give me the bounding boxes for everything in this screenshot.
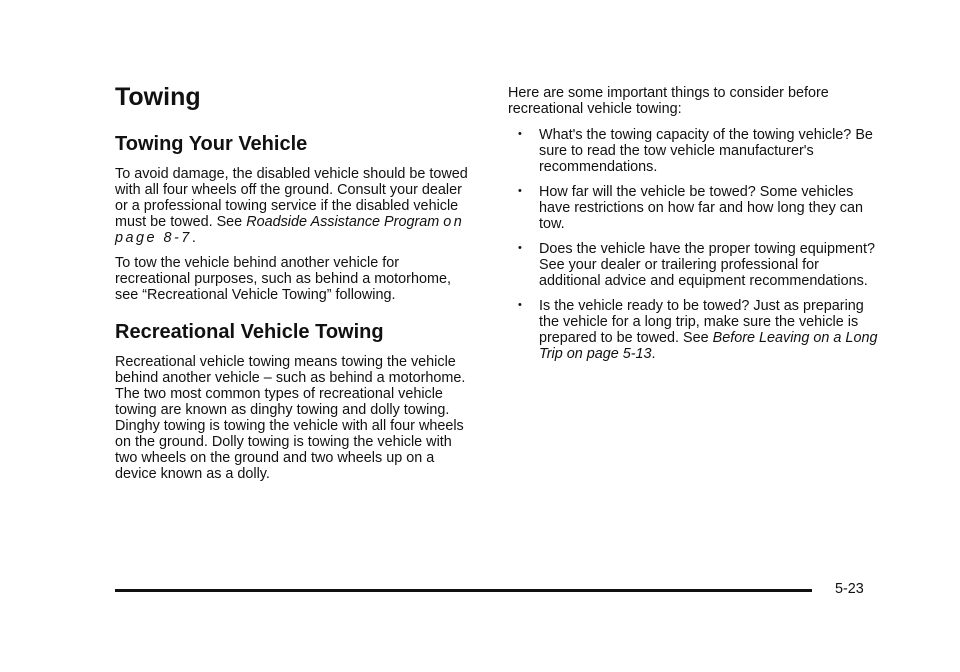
paragraph-text: To avoid damage, the disabled vehicle should be towed with all four wheels off the ground. Consult your dealer or a professional towing service if the disabled vehicle must be towed. See <box>115 166 468 230</box>
paragraph-towing-avoid-damage <box>115 166 477 246</box>
considerations-list <box>508 127 880 362</box>
left-column <box>115 82 477 491</box>
section-heading-recreational-vehicle-towing: Recreational Vehicle Towing <box>115 321 384 343</box>
bullet-icon: • <box>518 299 522 311</box>
list-item <box>508 127 880 175</box>
paragraph-recreational-definition: Recreational vehicle towing means towing the vehicle behind another vehicle – such as behind a motorhome. The two most common types of recreational vehicle towing are known as dinghy towing and dolly towing. Dinghy towing is towing the vehicle with all four wheels on the ground. Dolly towing is towing the vehicle with two wheels on the ground and two wheels up on a device known as a dolly. <box>115 354 466 482</box>
list-item <box>508 298 880 362</box>
paragraph-end: . <box>191 230 196 246</box>
list-item-text: How far will the vehicle be towed? Some vehicles have restrictions on how far and how long they can tow. <box>539 184 863 232</box>
list-item-text: Does the vehicle have the proper towing equipment? See your dealer or trailering professional for additional advice and equipment recommendations. <box>539 241 875 289</box>
bullet-icon: • <box>518 242 522 254</box>
list-item-text: What's the towing capacity of the towing vehicle? Be sure to read the tow vehicle manufacturer's recommendations. <box>539 127 873 175</box>
page-number: 5-23 <box>835 581 864 597</box>
page-title: Towing <box>115 83 201 111</box>
bullet-icon: • <box>518 185 522 197</box>
paragraph-considerations-intro: Here are some important things to consider before recreational vehicle towing: <box>508 85 829 117</box>
bullet-icon: • <box>518 128 522 140</box>
list-item <box>508 241 880 289</box>
paragraph-recreational-see: To tow the vehicle behind another vehicle for recreational purposes, such as behind a motorhome, see “Recreational Vehicle Towing” following. <box>115 255 451 303</box>
list-item-text: Is the vehicle ready to be towed? Just as preparing the vehicle for a long trip, make sure the vehicle is prepared to be towed. See <box>539 298 864 346</box>
cross-reference-page[interactable]: on page 8-7 <box>115 214 465 246</box>
section-heading-towing-your-vehicle: Towing Your Vehicle <box>115 133 308 155</box>
right-column <box>508 85 880 371</box>
footer-rule <box>115 589 812 592</box>
cross-reference-before-leaving[interactable]: Before Leaving on a Long Trip on page 5-13 <box>539 330 878 362</box>
list-item <box>508 184 880 232</box>
list-item-end: . <box>651 346 656 362</box>
cross-reference-roadside-assistance[interactable]: Roadside Assistance Program <box>246 214 440 230</box>
